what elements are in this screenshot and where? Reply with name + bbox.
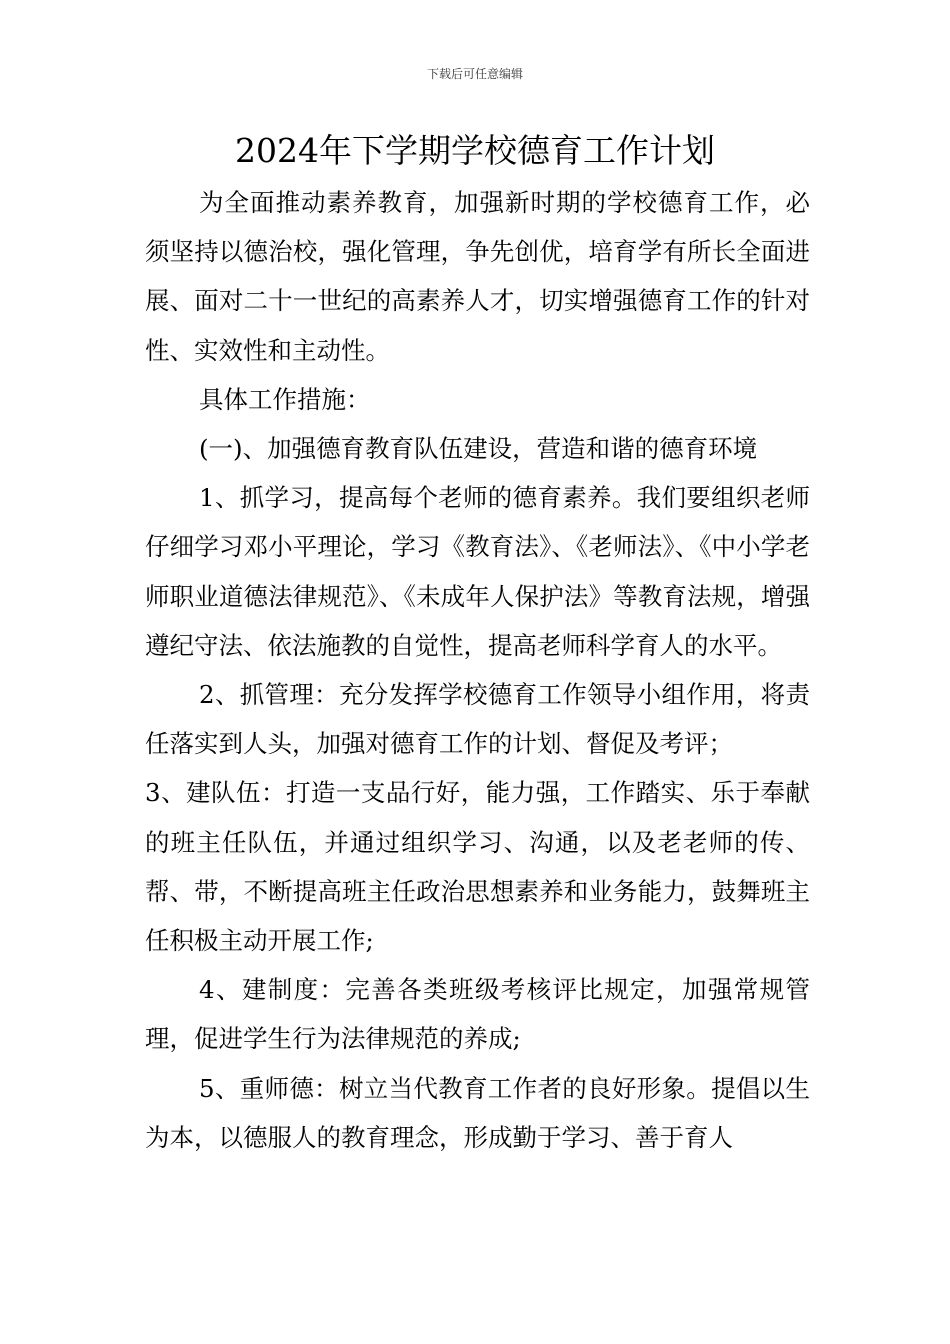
paragraph-item-5: 5、重师德：树立当代教育工作者的良好形象。提倡以生为本，以德服人的教育理念，形成勤于学习、善于育人 <box>145 1073 810 1152</box>
document-body <box>145 178 810 1162</box>
paragraph-measures-heading: 具体工作措施： <box>199 384 371 414</box>
paragraph-item-1: 1、抓学习，提高每个老师的德育素养。我们要组织老师仔细学习邓小平理论，学习《教育法》、《老师法》、《中小学老师职业道德法律规范》、《未成年人保护法》等教育法规，增强遵纪守法、依法施教的自觉性，提高老师科学育人的水平。 <box>145 483 810 660</box>
header-note: 下载后可任意编辑 <box>426 67 523 81</box>
paragraph-intro: 为全面推动素养教育，加强新时期的学校德育工作，必须坚持以德治校，强化管理，争先创优，培育学有所长全面进展、面对二十一世纪的高素养人才，切实增强德育工作的针对性、实效性和主动性。 <box>145 188 810 365</box>
paragraph-section-one-heading: (一)、加强德育教育队伍建设，营造和谐的德育环境 <box>199 434 758 464</box>
document-title: 2024年下学期学校德育工作计划 <box>235 131 715 170</box>
paragraph-item-2: 2、抓管理：充分发挥学校德育工作领导小组作用，将责任落实到人头，加强对德育工作的计划、督促及考评； <box>145 680 810 759</box>
paragraph-item-4: 4、建制度：完善各类班级考核评比规定，加强常规管理，促进学生行为法律规范的养成; <box>145 975 810 1054</box>
paragraph-item-3: 3、建队伍：打造一支品行好，能力强，工作踏实、乐于奉献的班主任队伍，并通过组织学习、沟通，以及老老师的传、帮、带，不断提高班主任政治思想素养和业务能力，鼓舞班主任积极主动开展工作; <box>145 778 810 956</box>
